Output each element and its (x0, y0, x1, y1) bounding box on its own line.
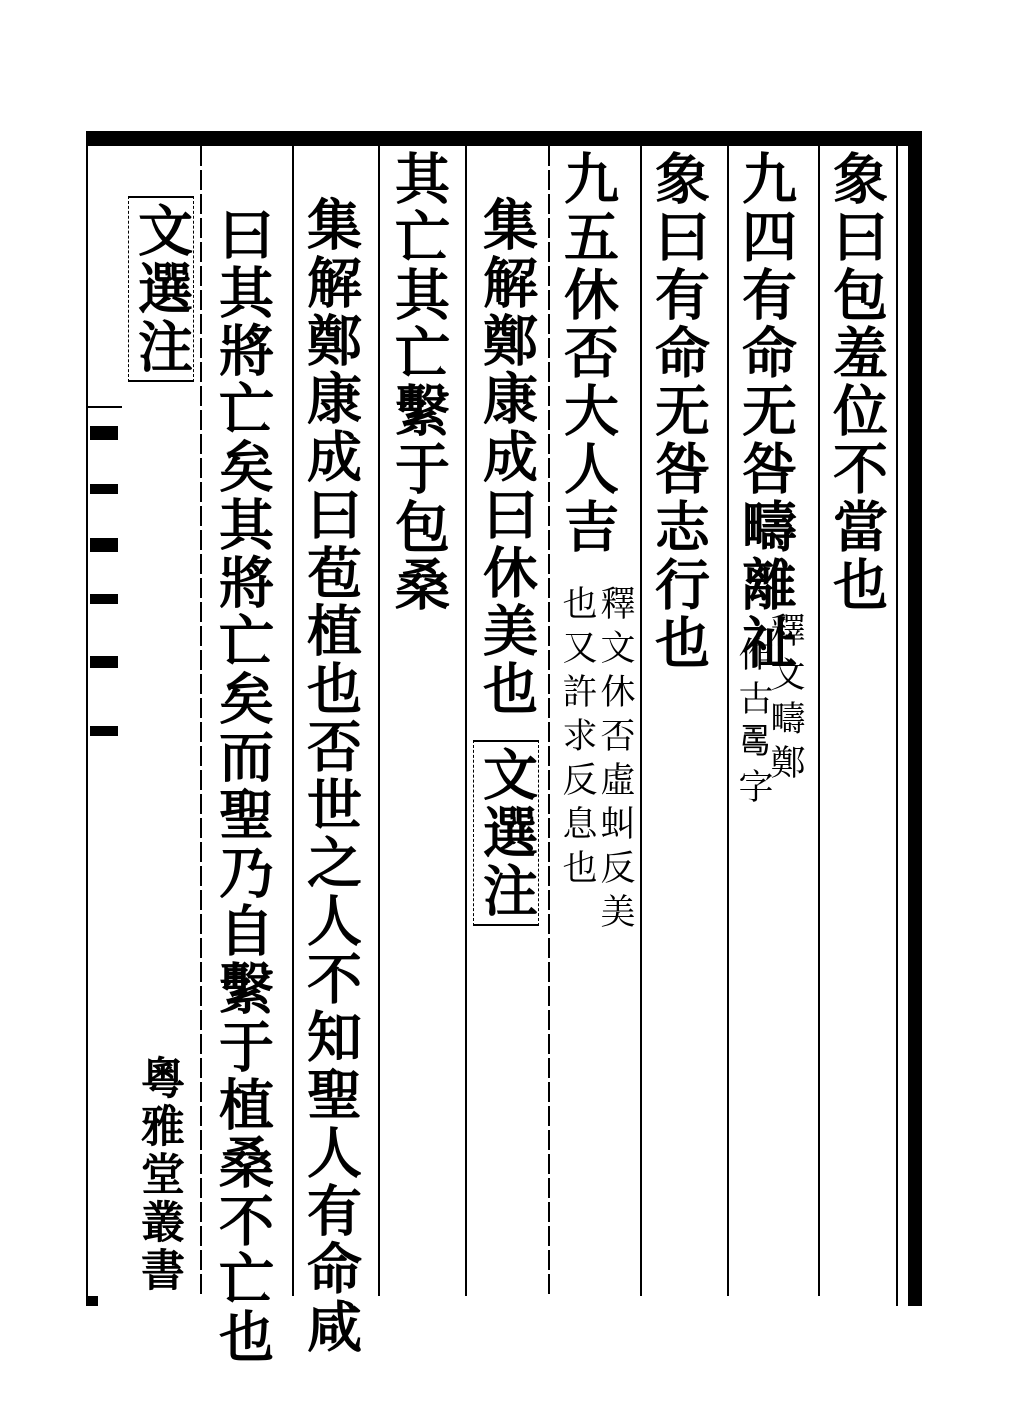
page-frame-inner-right (896, 146, 898, 1306)
column-rule (465, 146, 467, 1296)
main-text: 象曰有命无咎志行也 (646, 150, 711, 672)
text-column-2 (733, 150, 798, 672)
annotation-column-4a (596, 585, 633, 937)
spine-damaged-mark (90, 656, 118, 668)
source-tag: 文選注 (473, 740, 539, 926)
text-column-9 (128, 196, 194, 382)
text-column-8 (210, 206, 275, 1366)
text-column-1 (824, 150, 889, 614)
main-text: 九五休否大人吉 (555, 150, 620, 556)
text-column-7 (298, 196, 363, 1356)
main-text: 集解鄭康成曰休美也 (474, 196, 539, 718)
main-text: 曰其將亡矣其將亡矣而聖乃自繫于植桑不亡也 (210, 206, 275, 1366)
column-rule (292, 146, 294, 1296)
column-rule (378, 146, 380, 1296)
spine-damaged-mark (90, 484, 118, 494)
text-column-3 (646, 150, 711, 672)
annotation-text: 也又許求反息也 (557, 585, 597, 893)
text-column-6 (386, 150, 451, 614)
spine-damaged-mark (90, 594, 118, 604)
annotation-text: 釋文疇鄭 (765, 612, 805, 788)
text-column-5 (473, 196, 539, 926)
page-frame-right (908, 131, 922, 1306)
column-rule (640, 146, 642, 1296)
main-text: 其亡其亡繫于包桑 (386, 150, 451, 614)
publisher-imprint: 粵雅堂叢書 (133, 1055, 184, 1295)
spine-damaged-mark (90, 426, 118, 440)
spine-damaged-mark (90, 726, 118, 736)
column-rule (727, 146, 729, 1296)
main-text: 象曰包羞位不當也 (824, 150, 889, 614)
annotation-column-2b (734, 636, 771, 812)
page-frame-top (86, 131, 916, 146)
text-column-4 (555, 150, 620, 556)
annotation-text: 釋文休否虛虯反美 (595, 585, 635, 937)
annotation-text: 作古𠷎字 (733, 636, 773, 812)
book-spine (86, 146, 122, 1296)
main-text: 九四有命无咎疇離祉 (733, 150, 798, 672)
page-frame-bottom (86, 1296, 98, 1306)
spine-damaged-mark (90, 538, 118, 552)
column-rule (548, 146, 550, 1296)
main-text: 集解鄭康成曰苞植也否世之人不知聖人有命咸 (298, 196, 363, 1356)
column-rule (200, 146, 202, 1296)
annotation-column-4b (558, 585, 595, 893)
spine-fishtail (86, 146, 122, 408)
column-rule (818, 146, 820, 1296)
source-tag: 文選注 (128, 196, 194, 382)
